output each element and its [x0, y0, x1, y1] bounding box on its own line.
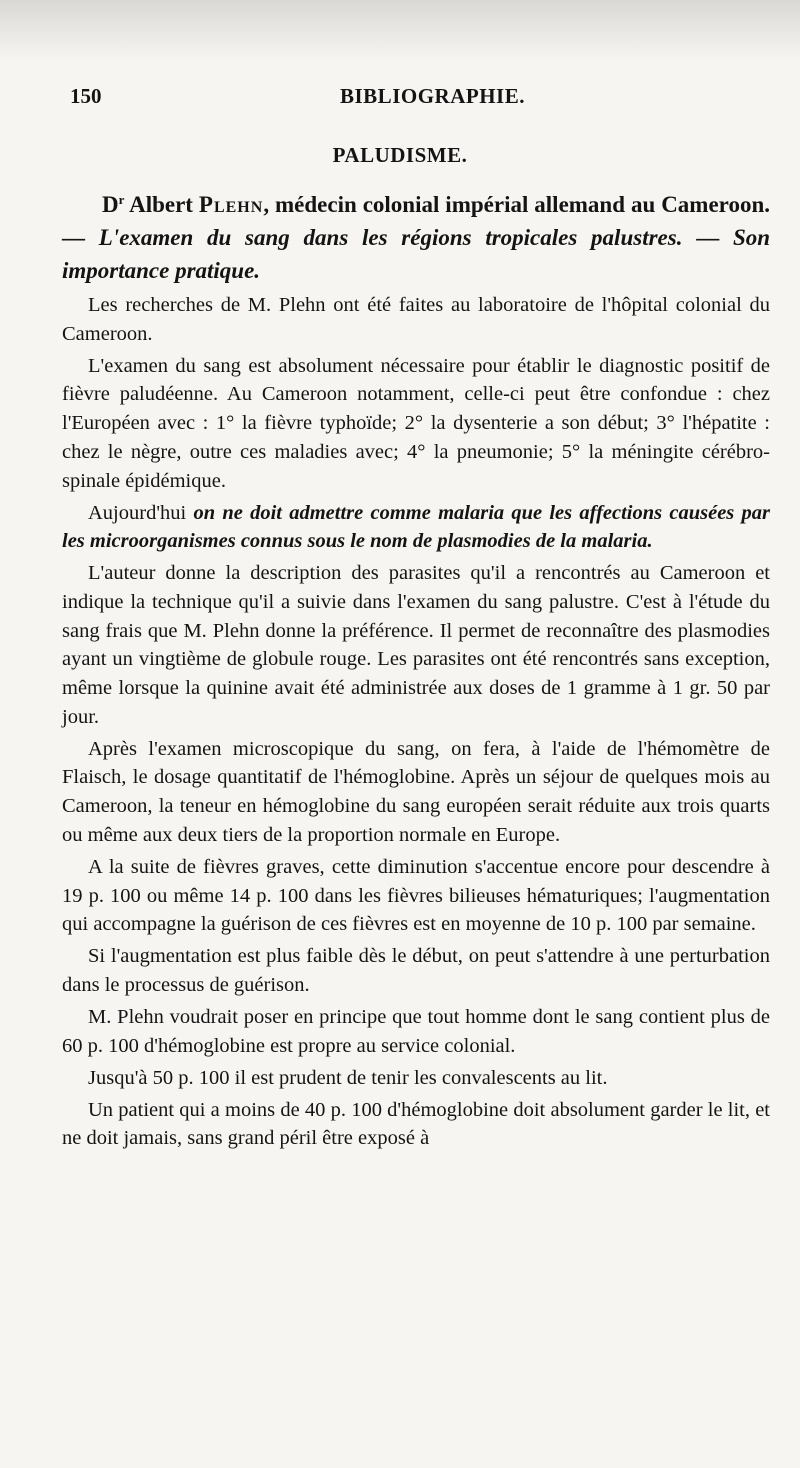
author-first-name: Albert — [129, 192, 193, 217]
paragraph: A la suite de fièvres graves, cette diminution s'accentue encore pour descendre à 19 p. 100 ou même 14 p. 100 dans les fièvres bilieuses hématuriques; l'augmentation qui accompagne la guérison de ces fièvres est en moyenne de 10 p. 100 par semaine. — [62, 855, 770, 936]
author-last-name: Plehn — [198, 192, 264, 217]
author-role: , médecin colonial impérial allemand au Cameroon. — — [62, 192, 770, 250]
page-number: 150 — [70, 84, 102, 108]
paragraph: Un patient qui a moins de 40 p. 100 d'hémoglobine doit absolument garder le lit, et ne doit jamais, sans grand péril être exposé à — [62, 1098, 770, 1150]
paragraph-italic: on ne doit admettre comme malaria que les affections causées par les microorganismes connus sous le nom de plasmodies de la malaria. — [62, 501, 770, 553]
scan-edge-shadow — [0, 0, 800, 60]
paragraph: L'examen du sang est absolument nécessaire pour établir le diagnostic positif de fièvre paludéenne. Au Cameroon notamment, celle-ci peut être confondue : chez l'Européen avec : 1° la fièvre typhoïde; 2° la dysenterie a son début; 3° l'hépatite : chez le nègre, outre ces maladies avec; 4° la pneumonie; 5° la méningite cérébro-spinale épidémique. — [62, 354, 770, 492]
paragraph: M. Plehn voudrait poser en principe que tout homme dont le sang contient plus de 60 p. 100 d'hémoglobine est propre au service colonial. — [62, 1005, 770, 1057]
work-title: L'examen du sang dans les régions tropicales palustres. — [98, 225, 683, 250]
paragraph: Les recherches de M. Plehn ont été faites au laboratoire de l'hôpital colonial du Cameroon. — [62, 294, 770, 345]
author-title: D — [102, 192, 119, 217]
paragraph: Après l'examen microscopique du sang, on fera, à l'aide de l'hémomètre de Flaisch, le dosage quantitatif de l'hémoglobine. Après un séjour de quelques mois au Cameroon, la teneur en hémoglobine du sang européen serait réduite aux trois quarts ou même aux deux tiers de la proportion normale en Europe. — [62, 737, 770, 846]
running-head: BIBLIOGRAPHIE. — [340, 84, 525, 108]
author-title-superscript: r — [118, 192, 125, 207]
work-subtitle: Son importance pratique. — [62, 225, 771, 283]
page-header — [70, 84, 750, 116]
paragraph: L'auteur donne la description des parasites qu'il a rencontrés au Cameroon et indique la technique qu'il a suivie dans l'examen du sang palustre. C'est à l'étude du sang frais que M. Plehn donne la préférence. Il permet de reconnaître des plasmodies ayant un vingtième de globule rouge. Les parasites ont été rencontrés sans exception, même lorsque la quinine avait été administrée aux doses de 1 gramme à 1 gr. 50 par jour. — [62, 562, 770, 728]
paragraph: Jusqu'à 50 p. 100 il est prudent de tenir les convalescents au lit. — [88, 1066, 608, 1089]
section-title: PALUDISME. — [332, 143, 468, 167]
body-text — [62, 291, 770, 1156]
paragraph — [62, 499, 770, 556]
citation — [62, 183, 770, 287]
paragraph: Si l'augmentation est plus faible dès le début, on peut s'attendre à une perturbation dans le processus de guérison. — [62, 945, 770, 996]
citation-dash: — — [696, 225, 720, 250]
paragraph-lead: Aujourd'hui — [88, 501, 187, 524]
